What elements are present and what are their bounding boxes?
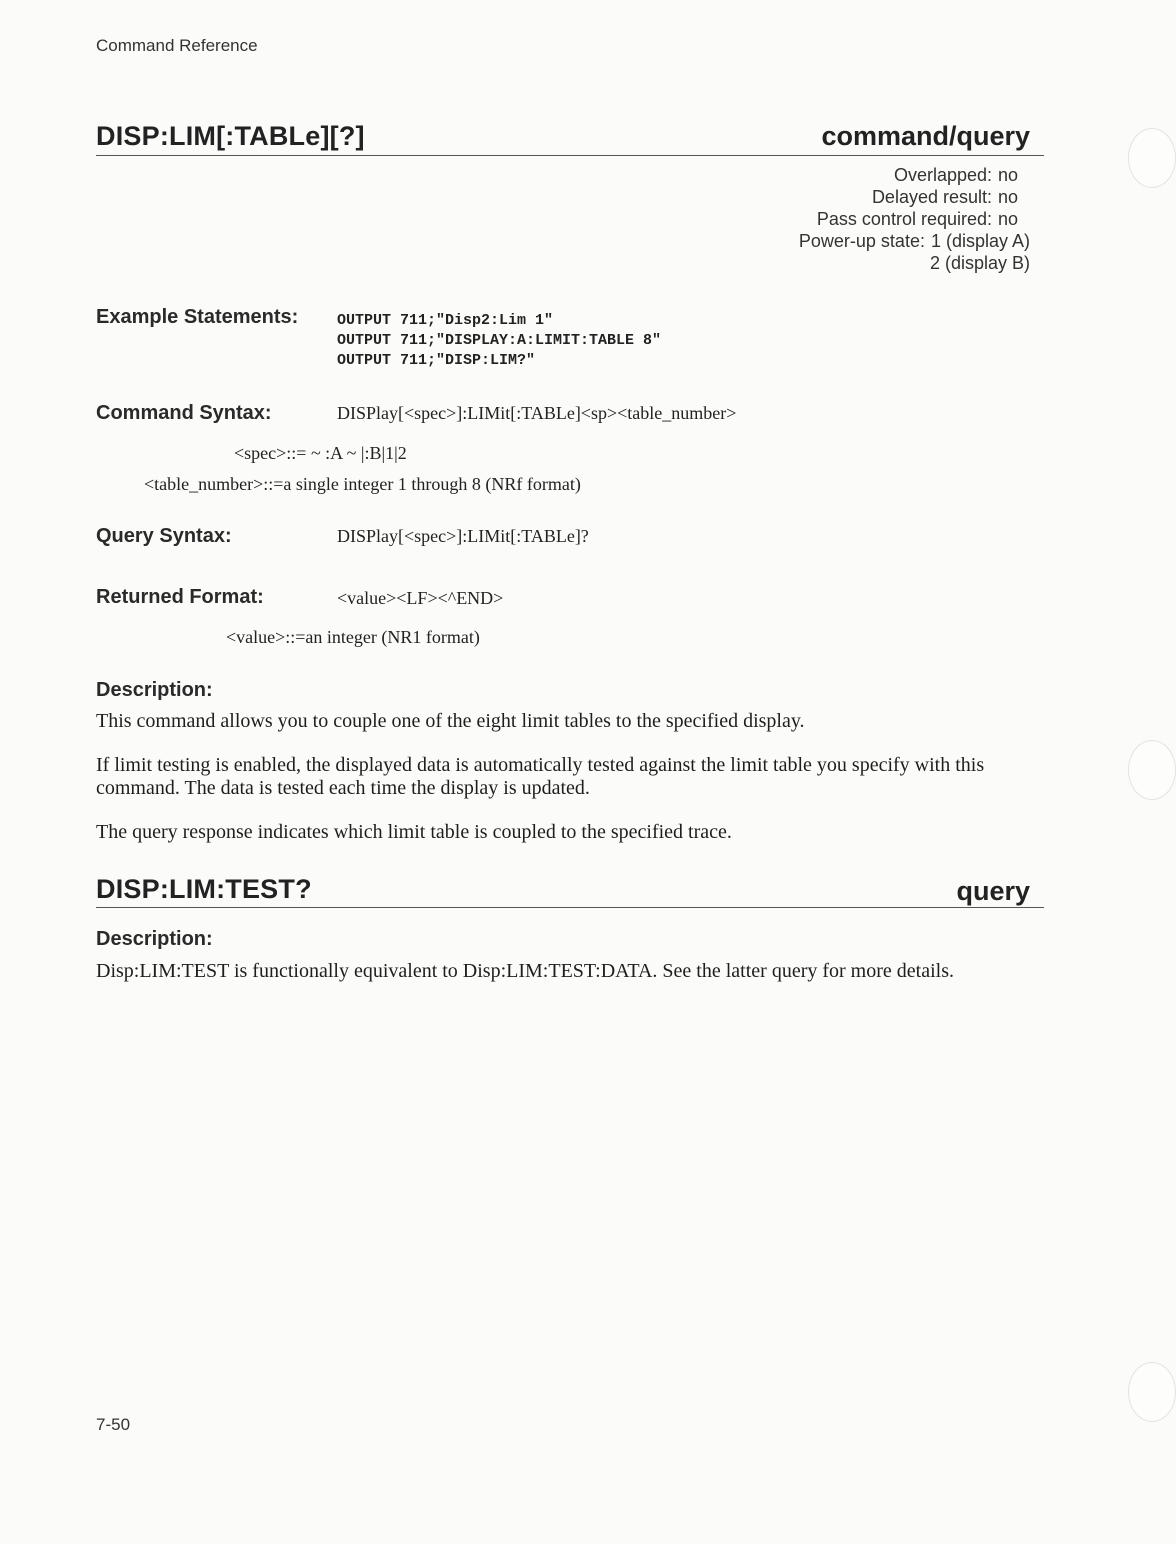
description-label: Description: (96, 928, 213, 950)
example-line-1: OUTPUT 711;"Disp2:Lim 1" (337, 312, 554, 329)
example-line-3: OUTPUT 711;"DISP:LIM?" (337, 352, 536, 369)
description-label: Description: (96, 679, 213, 701)
description-paragraph: Disp:LIM:TEST is functionally equivalent to Disp:LIM:TEST:DATA. See the latter query for more details. (96, 960, 954, 982)
returned-format: <value><LF><^END> (337, 588, 504, 608)
query-syntax-label: Query Syntax: (96, 525, 232, 547)
property-power-up-state: Power-up state: 1 (display A) (798, 231, 1030, 251)
command-syntax-label: Command Syntax: (96, 402, 272, 424)
description-paragraph-2: If limit testing is enabled, the displayed data is automatically tested against the limit table you specify with this command. The data is tested each time the display is updated. (96, 754, 985, 799)
section-rule (96, 907, 1044, 908)
property-overlapped: Overlapped: no (893, 165, 1019, 185)
command-properties (799, 164, 1030, 274)
value-definition: <value>::=an integer (NR1 format) (226, 627, 480, 647)
query-syntax: DISPlay[<spec>]:LIMit[:TABLe]? (337, 526, 589, 546)
spec-definition: <spec>::= ~ :A ~ |:B|1|2 (234, 443, 407, 463)
section-rule (96, 155, 1044, 156)
punch-hole (1128, 740, 1176, 800)
command-syntax: DISPlay[<spec>]:LIMit[:TABLe]<sp><table_number> (337, 403, 737, 423)
example-statements-label: Example Statements: (96, 306, 299, 328)
example-line-2: OUTPUT 711;"DISPLAY:A:LIMIT:TABLE 8" (337, 332, 662, 349)
running-head: Command Reference (96, 36, 258, 55)
page-number: 7-50 (96, 1415, 131, 1434)
description-paragraph-3: The query response indicates which limit table is coupled to the specified trace. (96, 821, 732, 843)
description-paragraph-1: This command allows you to couple one of the eight limit tables to the specified display. (96, 710, 805, 732)
command-type: query (956, 876, 1030, 906)
command-type: command/query (821, 121, 1030, 151)
punch-hole (1128, 128, 1176, 188)
punch-hole (1128, 1362, 1176, 1422)
property-pass-control: Pass control required: no (816, 209, 1019, 229)
property-power-up-state-cont: 2 (display B) (929, 253, 1030, 273)
property-delayed-result: Delayed result: no (871, 187, 1019, 207)
command-title: DISP:LIM[:TABLe][?] (96, 121, 365, 151)
returned-format-label: Returned Format: (96, 586, 264, 608)
table-number-definition: <table_number>::=a single integer 1 through 8 (NRf format) (144, 474, 581, 494)
command-title: DISP:LIM:TEST? (96, 874, 312, 904)
